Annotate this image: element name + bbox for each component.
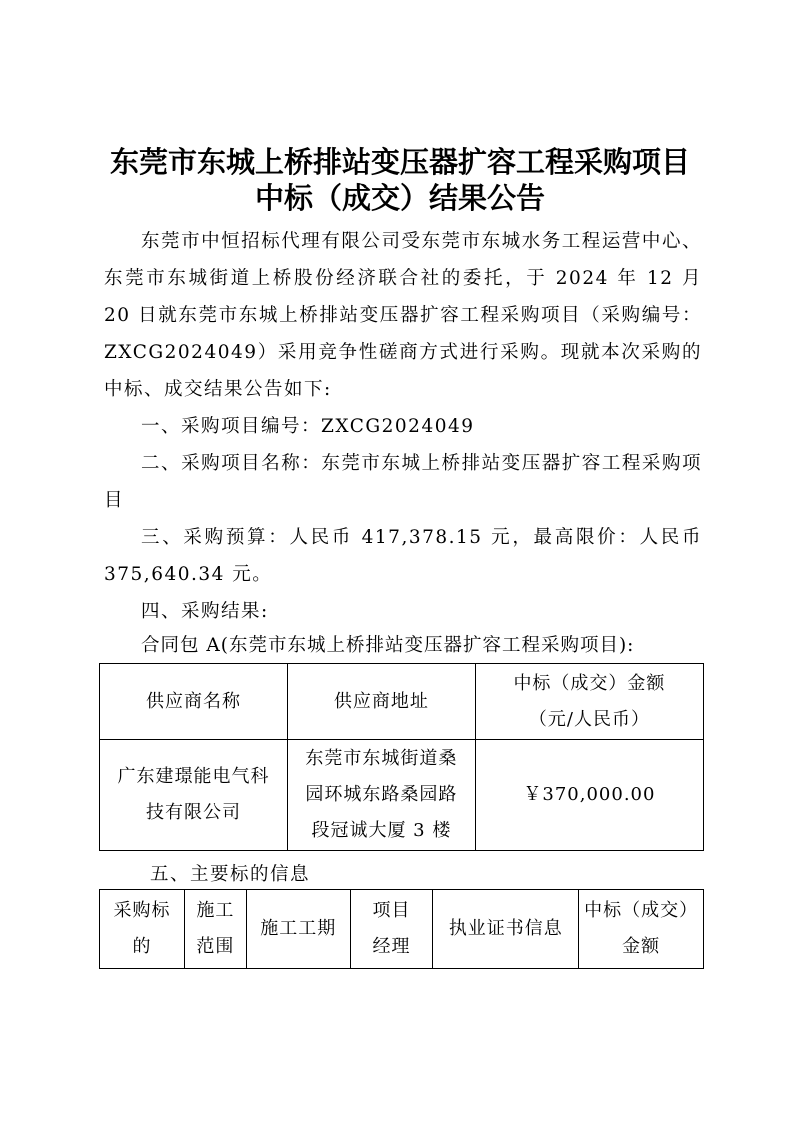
cell-amount: ￥370,000.00 bbox=[475, 740, 703, 851]
table-header-row bbox=[100, 664, 704, 740]
section-result-heading: 四、采购结果: bbox=[141, 601, 269, 622]
intro-paragraph: 东莞市中恒招标代理有限公司受东莞市东城水务工程运营中心、东莞市东城街道上桥股份经济联合社的委托，于 2024 年 12 月 20 日就东莞市东城上桥排站变压器扩容工程采购项目（采购编号：ZXCG2024049）采用竞争性磋商方式进行采购。现就本次采购的中标、成交结果公告如下: bbox=[104, 231, 702, 400]
document-title-line1: 东莞市东城上桥排站变压器扩容工程采购项目 bbox=[109, 145, 690, 179]
header-amount: 中标（成交）金额（元/人民币） bbox=[475, 664, 703, 740]
table-header-row bbox=[100, 890, 704, 969]
header-procurement-item: 采购标的 bbox=[100, 890, 185, 969]
table-row bbox=[100, 740, 704, 851]
cell-supplier-address: 东莞市东城街道桑园环城东路桑园路段冠诚大厦 3 楼 bbox=[287, 740, 475, 851]
section-project-name: 二、采购项目名称：东莞市东城上桥排站变压器扩容工程采购项目 bbox=[104, 453, 702, 511]
header-supplier-address: 供应商地址 bbox=[287, 664, 475, 740]
cell-supplier-name: 广东建璟能电气科技有限公司 bbox=[100, 740, 288, 851]
header-construction-scope: 施工范围 bbox=[184, 890, 246, 969]
section-budget: 三、采购预算：人民币 417,378.15 元，最高限价：人民币 375,640.34 元。 bbox=[104, 527, 702, 585]
document-title-line2: 中标（成交）结果公告 bbox=[254, 181, 545, 215]
package-label: 合同包 A(东莞市东城上桥排站变压器扩容工程采购项目): bbox=[141, 635, 635, 656]
header-amount: 中标（成交）金额 bbox=[579, 890, 704, 969]
header-construction-period: 施工工期 bbox=[246, 890, 350, 969]
info-table bbox=[99, 889, 704, 969]
header-supplier-name: 供应商名称 bbox=[100, 664, 288, 740]
section-project-number: 一、采购项目编号：ZXCG2024049 bbox=[141, 416, 475, 437]
section-main-info: 五、主要标的信息 bbox=[150, 864, 311, 885]
header-project-manager: 项目经理 bbox=[350, 890, 433, 969]
header-certificate-info: 执业证书信息 bbox=[433, 890, 579, 969]
result-table bbox=[99, 663, 704, 851]
